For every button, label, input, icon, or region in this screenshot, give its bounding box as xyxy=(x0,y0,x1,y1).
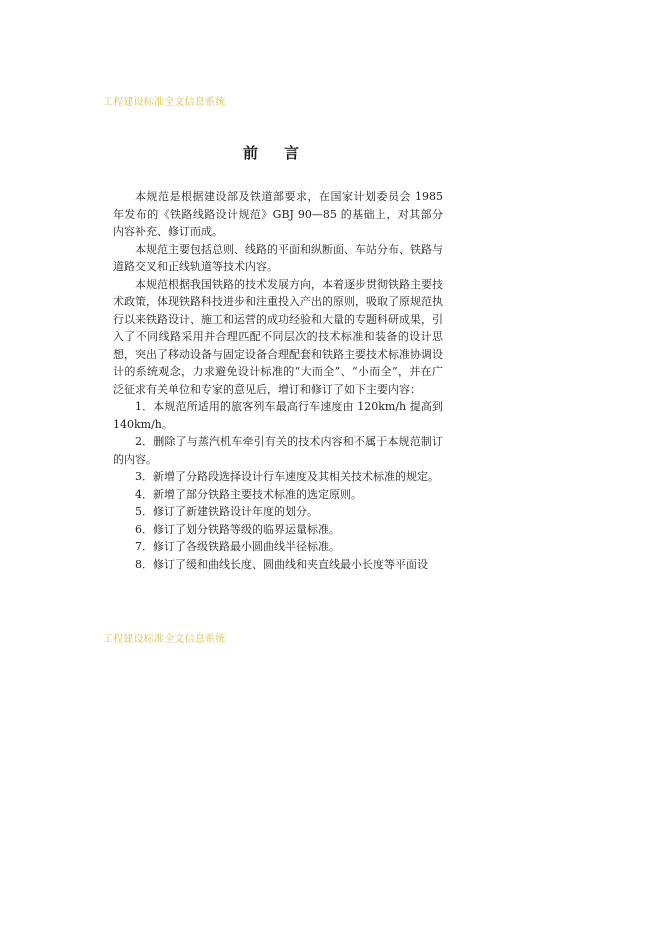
paragraph: 本规范根据我国铁路的技术发展方向，本着逐步贯彻铁路主要技术政策，体现铁路科技进步和注重投入产出的原则，吸取了原规范执行以来铁路设计、施工和运营的成功经验和大量的专题科研成果，引入了不同线路采用并合理匹配不同层次的技术标准和装备的设计思想，突出了移动设备与固定设备合理配套和铁路主要技术标准协调设计的系统观念，力求避免设计标准的“大而全”、“小而全”，并在广泛征求有关单位和专家的意见后，增订和修订了如下主要内容： xyxy=(113,277,443,396)
list-item: 5．修订了新建铁路设计年度的划分。 xyxy=(135,505,318,518)
list-item: 2．删除了与蒸汽机车牵引有关的技术内容和不属于本规范制订的内容。 xyxy=(113,435,443,466)
watermark-top: 工程建设标准全文信息系统 xyxy=(103,97,226,108)
paragraph: 本规范主要包括总则、线路的平面和纵断面、车站分布、铁路与道路交叉和正线轨道等技术内容。 xyxy=(113,242,443,273)
watermark-bottom: 工程建设标准全文信息系统 xyxy=(103,634,226,645)
list-item: 1．本规范所适用的旅客列车最高行车速度由 120km/h 提高到 140km/h。 xyxy=(113,400,443,431)
list-item: 4．新增了部分铁路主要技术标准的选定原则。 xyxy=(135,487,362,501)
list-item: 3．新增了分路段选择设计行车速度及其相关技术标准的规定。 xyxy=(135,470,439,483)
list-item: 6．修订了划分铁路等级的临界运量标准。 xyxy=(135,522,340,536)
page-title: 前言 xyxy=(243,144,326,162)
list-item: 7．修订了各级铁路最小圆曲线半径标准。 xyxy=(135,540,340,553)
list-item: 8．修订了缓和曲线长度、圆曲线和夹直线最小长度等平面设 xyxy=(135,557,428,571)
body-text xyxy=(113,188,443,573)
paragraph: 本规范是根据建设部及铁道部要求，在国家计划委员会 1985 年发布的《铁路线路设计规范》GBJ 90—85 的基础上，对其部分内容补充、修订而成。 xyxy=(113,190,443,238)
